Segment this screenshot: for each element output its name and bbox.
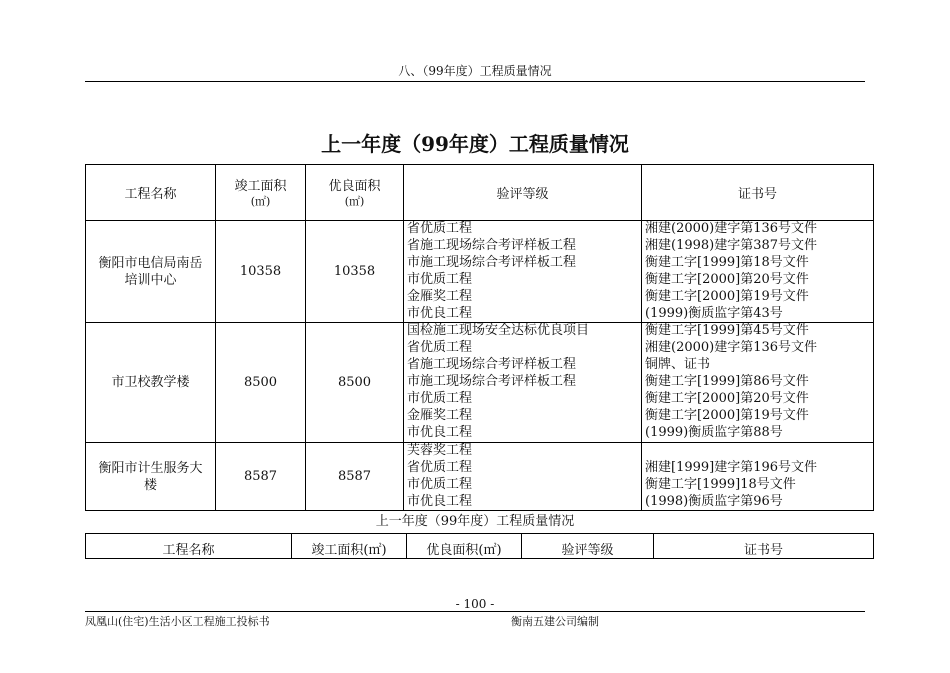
footer-document-name: 凤凰山(住宅)生活小区工程施工投标书	[85, 615, 270, 628]
table-row	[86, 442, 874, 511]
cell-line: 省优质工程	[407, 221, 473, 236]
cell-line: 市优良工程	[407, 424, 473, 440]
cell-line: 湘建[1999]建字第196号文件	[645, 459, 818, 475]
continuation-title: 上一年度（99年度）工程质量情况	[375, 514, 575, 529]
page-number: - 100 -	[455, 597, 495, 611]
cell-line: 市优良工程	[407, 305, 473, 321]
table-header-row	[86, 165, 874, 221]
cell-line: 省优质工程	[407, 340, 473, 356]
cell-line: 省施工现场综合考评样板工程	[407, 357, 577, 373]
header-completed-area: 竣工面积 (㎡)	[216, 165, 306, 221]
cell-line: 省施工现场综合考评样板工程	[407, 237, 577, 253]
continuation-table	[85, 533, 874, 559]
page-header-title: 八、（99年度）工程质量情况	[398, 64, 552, 78]
footer-company: 衡南五建公司编制	[511, 615, 599, 628]
header-project-name: 工程名称	[86, 165, 216, 221]
excellent-area-cell: 10358	[306, 221, 404, 323]
cell-line: (1999)衡质监字第88号	[645, 424, 783, 440]
cell-line: 湘建(1998)建字第387号文件	[645, 237, 818, 253]
certificate-list-cell	[642, 323, 874, 442]
cell-line: 铜牌、证书	[645, 357, 711, 373]
header-excellent-area: 优良面积(㎡)	[407, 534, 522, 559]
project-name-cell: 市卫校教学楼	[86, 323, 216, 442]
certificate-list-cell	[642, 442, 874, 511]
cell-line	[645, 443, 873, 460]
header-divider	[85, 81, 865, 82]
cell-line: (1998)衡质监字第96号	[645, 493, 783, 509]
table-row	[86, 323, 874, 442]
document-title: 上一年度（99年度）工程质量情况	[321, 132, 629, 156]
header-grade: 验评等级	[404, 165, 642, 221]
header-certificate: 证书号	[642, 165, 874, 221]
excellent-area-cell: 8500	[306, 323, 404, 442]
cell-line: 衡建工字[2000]第20号文件	[645, 391, 809, 407]
completed-area-cell: 8587	[216, 442, 306, 511]
completed-area-cell: 10358	[216, 221, 306, 323]
cell-line: 衡建工字[2000]第19号文件	[645, 288, 809, 304]
cell-line: 市优质工程	[407, 271, 473, 287]
cell-line: 市优质工程	[407, 391, 473, 407]
grade-list-cell	[404, 442, 642, 511]
cell-line: 市优良工程	[407, 493, 473, 509]
cell-line: 市施工现场综合考评样板工程	[407, 374, 577, 390]
cell-line: 湘建(2000)建字第136号文件	[645, 221, 818, 236]
cell-line: 衡建工字[1999]第45号文件	[645, 323, 809, 339]
quality-table	[85, 164, 874, 511]
completed-area-cell: 8500	[216, 323, 306, 442]
excellent-area-cell: 8587	[306, 442, 404, 511]
table-row	[86, 221, 874, 323]
grade-list-cell	[404, 323, 642, 442]
header-project-name: 工程名称	[86, 534, 292, 559]
cell-line: 金雁奖工程	[407, 407, 473, 423]
cell-line: 衡建工字[1999]第18号文件	[645, 254, 809, 270]
cell-line: 衡建工字[1999]18号文件	[645, 476, 796, 492]
header-certificate: 证书号	[654, 534, 874, 559]
header-grade: 验评等级	[522, 534, 654, 559]
cell-line: 省优质工程	[407, 459, 473, 475]
grade-list-cell	[404, 221, 642, 323]
table-header-row	[86, 534, 874, 559]
cell-line: 国检施工现场安全达标优良项目	[407, 323, 590, 339]
header-completed-area: 竣工面积(㎡)	[292, 534, 407, 559]
cell-line: 市施工现场综合考评样板工程	[407, 254, 577, 270]
header-excellent-area: 优良面积 (㎡)	[306, 165, 404, 221]
cell-line: 湘建(2000)建字第136号文件	[645, 340, 818, 356]
footer-divider	[85, 611, 865, 612]
project-name-cell: 衡阳市计生服务大楼	[86, 442, 216, 511]
cell-line: 芙蓉奖工程	[407, 442, 473, 458]
cell-line: 金雁奖工程	[407, 288, 473, 304]
cell-line: 衡建工字[2000]第20号文件	[645, 271, 809, 287]
cell-line: 衡建工字[2000]第19号文件	[645, 407, 809, 423]
cell-line: (1999)衡质监字第43号	[645, 305, 783, 321]
cell-line: 市优质工程	[407, 476, 473, 492]
certificate-list-cell	[642, 221, 874, 323]
project-name-cell: 衡阳市电信局南岳培训中心	[86, 221, 216, 323]
cell-line: 衡建工字[1999]第86号文件	[645, 374, 809, 390]
